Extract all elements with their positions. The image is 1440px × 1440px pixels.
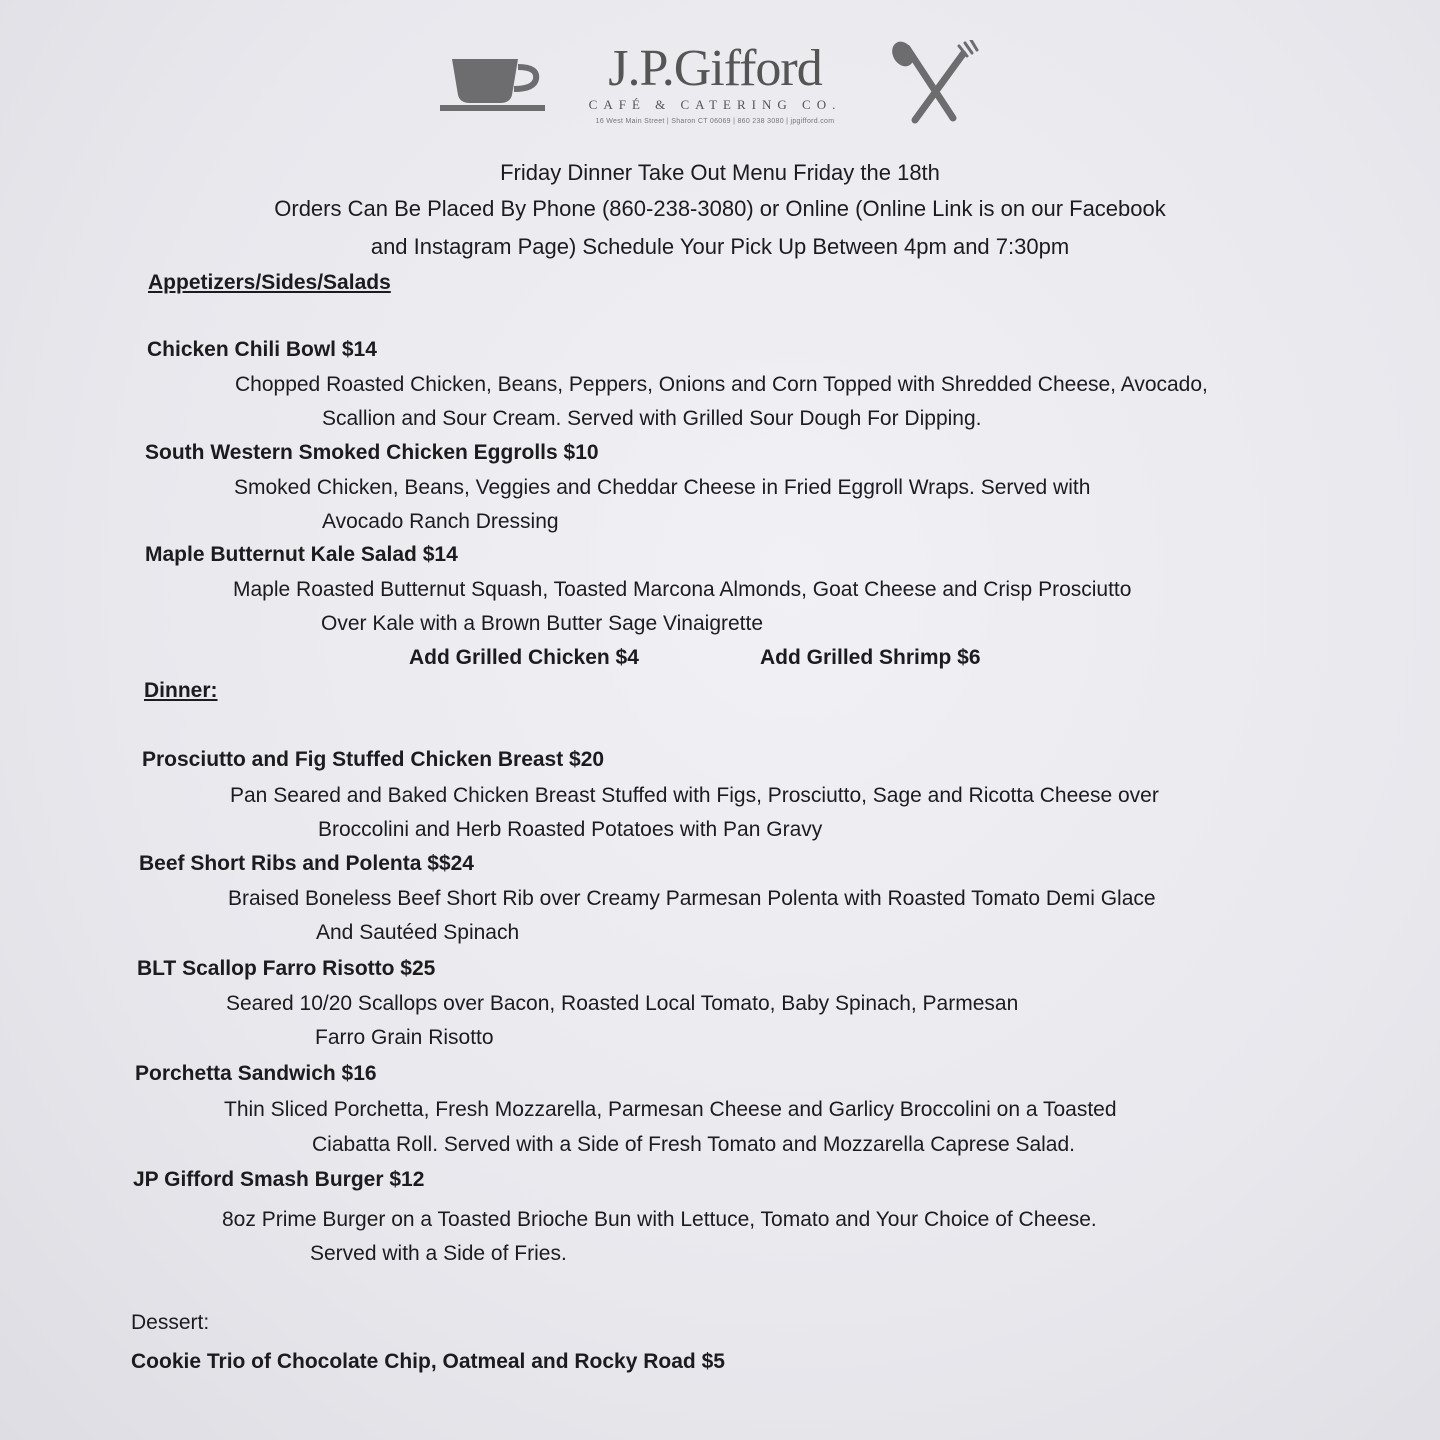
menu-item-description: Maple Roasted Butternut Squash, Toasted Marcona Almonds, Goat Cheese and Crisp Prosciutto xyxy=(233,578,1132,601)
addon-grilled-shrimp: Add Grilled Shrimp $6 xyxy=(760,646,981,669)
menu-item-description: Thin Sliced Porchetta, Fresh Mozzarella, Parmesan Cheese and Garlicy Broccolini on a Toasted xyxy=(224,1098,1117,1121)
menu-item-description: Broccolini and Herb Roasted Potatoes with Pan Gravy xyxy=(318,818,823,841)
menu-item-title: Maple Butternut Kale Salad $14 xyxy=(145,543,458,566)
brand-address: 16 West Main Street | Sharon CT 06069 | 860 238 3080 | jpgifford.com xyxy=(595,118,835,125)
menu-item-description: And Sautéed Spinach xyxy=(316,921,520,944)
dessert-item-title: Cookie Trio of Chocolate Chip, Oatmeal and Rocky Road $5 xyxy=(131,1350,725,1373)
menu-item-description: 8oz Prime Burger on a Toasted Brioche Bun with Lettuce, Tomato and Your Choice of Cheese. xyxy=(222,1208,1097,1231)
brand-subtitle: CAFÉ & CATERING CO. xyxy=(588,97,842,112)
menu-item-description: Smoked Chicken, Beans, Veggies and Cheddar Cheese in Fried Eggroll Wraps. Served with xyxy=(234,476,1091,499)
menu-item-description: Farro Grain Risotto xyxy=(315,1026,494,1049)
menu-item-title: Prosciutto and Fig Stuffed Chicken Breast $20 xyxy=(142,748,605,771)
menu-item-title: Beef Short Ribs and Polenta $$24 xyxy=(139,852,474,875)
dessert-heading: Dessert: xyxy=(131,1311,210,1334)
menu-item-description: Served with a Side of Fries. xyxy=(310,1242,567,1265)
brand-logo xyxy=(560,38,870,125)
menu-item-description: Braised Boneless Beef Short Rib over Creamy Parmesan Polenta with Roasted Tomato Demi Glace xyxy=(228,887,1156,910)
menu-item-description: Chopped Roasted Chicken, Beans, Peppers, Onions and Corn Topped with Shredded Cheese, Avocado, xyxy=(235,373,1208,396)
menu-item-title: JP Gifford Smash Burger $12 xyxy=(133,1168,425,1191)
menu-item-description: Seared 10/20 Scallops over Bacon, Roasted Local Tomato, Baby Spinach, Parmesan xyxy=(226,992,1019,1015)
menu-item-title: BLT Scallop Farro Risotto $25 xyxy=(137,957,436,980)
coffee-cup-icon xyxy=(440,55,545,113)
dinner-heading: Dinner: xyxy=(144,679,218,702)
menu-item-description: Ciabatta Roll. Served with a Side of Fresh Tomato and Mozzarella Caprese Salad. xyxy=(312,1133,1076,1156)
ordering-info-line1: Orders Can Be Placed By Phone (860-238-3080) or Online (Online Link is on our Facebook xyxy=(274,196,1166,221)
addon-grilled-chicken: Add Grilled Chicken $4 xyxy=(409,646,639,669)
menu-item-description: Scallion and Sour Cream. Served with Grilled Sour Dough For Dipping. xyxy=(322,407,982,430)
menu-item-description: Avocado Ranch Dressing xyxy=(322,510,559,533)
menu-item-title: Porchetta Sandwich $16 xyxy=(135,1062,377,1085)
menu-item-title: South Western Smoked Chicken Eggrolls $10 xyxy=(145,441,599,464)
menu-item-description: Pan Seared and Baked Chicken Breast Stuffed with Figs, Prosciutto, Sage and Ricotta Cheese over xyxy=(230,784,1159,807)
menu-item-title: Chicken Chili Bowl $14 xyxy=(147,338,377,361)
utensils-icon xyxy=(885,40,980,125)
menu-item-description: Over Kale with a Brown Butter Sage Vinaigrette xyxy=(321,612,764,635)
brand-name: J.P.Gifford xyxy=(608,40,822,97)
ordering-info-line2: and Instagram Page) Schedule Your Pick Up Between 4pm and 7:30pm xyxy=(370,234,1070,259)
appetizers-heading: Appetizers/Sides/Salads xyxy=(148,271,391,294)
menu-title: Friday Dinner Take Out Menu Friday the 18th xyxy=(500,160,940,185)
